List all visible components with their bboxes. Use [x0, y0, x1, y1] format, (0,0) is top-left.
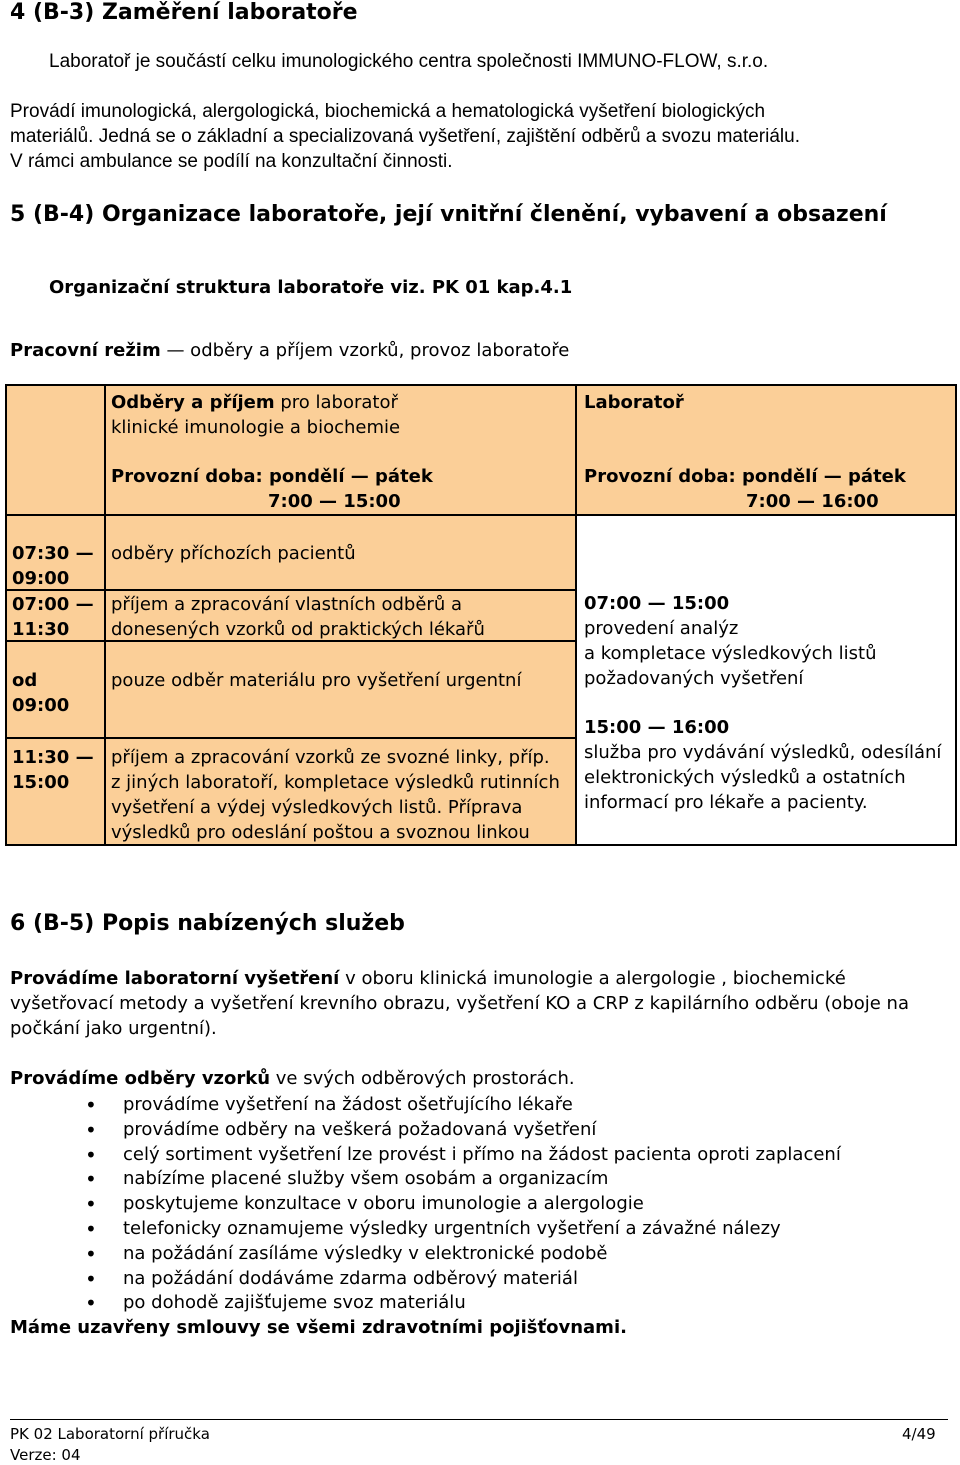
row-4-time-start: 11:30 —: [12, 747, 94, 768]
row-4-activity-line-2: z jiných laboratoří, kompletace výsledků rutinních: [111, 772, 560, 793]
lab-block-2-line-1: služba pro vydávání výsledků, odesílání: [584, 742, 942, 763]
sampling-hours-label: Provozní doba: pondělí — pátek: [111, 466, 433, 487]
services-para-line-2: vyšetřovací metody a vyšetření krevního obrazu, vyšetření KO a CRP z kapilárního odběru (oboje na: [10, 993, 909, 1014]
row-3-time-end: 09:00: [12, 695, 70, 716]
list-item: • telefonicky oznamujeme výsledky urgentních vyšetření a závažné nálezy: [80, 1217, 841, 1242]
lab-hours: 7:00 — 16:00: [746, 491, 879, 512]
section-4-intro: Laboratoř je součástí celku imunologického centra společnosti IMMUNO-FLOW, s.r.o.: [49, 51, 769, 72]
sampling-column-subtitle: klinické imunologie a biochemie: [111, 417, 401, 438]
row-4-activity-line-3: vyšetření a výdej výsledkových listů. Příprava: [111, 797, 523, 818]
services-para-line-3: počkání jako urgentní).: [10, 1018, 217, 1039]
row-2-activity-line-1: příjem a zpracování vlastních odběrů a: [111, 594, 462, 615]
row-3-activity: pouze odběr materiálu pro vyšetření urgentní: [111, 670, 522, 691]
section-4-para-line-1: Provádí imunologická, alergologická, biochemická a hematologická vyšetření biologických: [10, 101, 766, 122]
row-1-activity: odběry příchozích pacientů: [111, 543, 356, 564]
list-item: • provádíme vyšetření na žádost ošetřujícího lékaře: [80, 1093, 841, 1118]
section-6-heading: 6 (B-5) Popis nabízených služeb: [10, 911, 405, 936]
lab-block-1-line-2: a kompletace výsledkových listů: [584, 643, 877, 664]
row-2-time-start: 07:00 —: [12, 594, 94, 615]
lab-column-title: Laboratoř: [584, 392, 684, 413]
row-4-time-end: 15:00: [12, 772, 70, 793]
list-item: • nabízíme placené služby všem osobám a organizacím: [80, 1167, 841, 1192]
lab-block-2-line-2: elektronických výsledků a ostatních: [584, 767, 906, 788]
services-para-line-1: Provádíme laboratorní vyšetření v oboru klinická imunologie a alergologie , biochemické: [10, 968, 846, 989]
list-item: • celý sortiment vyšetření lze provést i přímo na žádost pacienta oproti zaplacení: [80, 1143, 841, 1168]
insurance-contracts-note: Máme uzavřeny smlouvy se všemi zdravotními pojišťovnami.: [10, 1317, 627, 1338]
lab-hours-label: Provozní doba: pondělí — pátek: [584, 466, 906, 487]
services-bullet-list: [80, 1093, 841, 1316]
footer-divider: [10, 1419, 948, 1420]
section-4-para-line-3: V rámci ambulance se podílí na konzultační činnosti.: [10, 151, 453, 172]
lab-block-1-line-3: požadovaných vyšetření: [584, 668, 804, 689]
section-4-heading: 4 (B-3) Zaměření laboratoře: [10, 0, 358, 25]
sampling-para: Provádíme odběry vzorků ve svých odběrových prostorách.: [10, 1068, 575, 1089]
lab-block-1-time: 07:00 — 15:00: [584, 593, 730, 614]
row-1-time-start: 07:30 —: [12, 543, 94, 564]
sampling-hours: 7:00 — 15:00: [268, 491, 401, 512]
row-4-activity-line-4: výsledků pro odeslání poštou a svoznou linkou: [111, 822, 530, 843]
list-item: • poskytujeme konzultace v oboru imunologie a alergologie: [80, 1192, 841, 1217]
sampling-column-title: Odběry a příjem pro laboratoř: [111, 392, 398, 413]
row-2-time-end: 11:30: [12, 619, 70, 640]
row-4-activity-line-1: příjem a zpracování vzorků ze svozné linky, příp.: [111, 747, 550, 768]
lab-block-2-line-3: informací pro lékaře a pacienty.: [584, 792, 868, 813]
footer-version: Verze: 04: [10, 1446, 81, 1464]
list-item: • provádíme odběry na veškerá požadovaná vyšetření: [80, 1118, 841, 1143]
row-3-time-start: od: [12, 670, 38, 691]
row-2-activity-line-2: donesených vzorků od praktických lékařů: [111, 619, 485, 640]
work-mode-description: — odběry a příjem vzorků, provoz laboratoře: [160, 340, 570, 361]
work-mode-label: Pracovní režim: [10, 340, 161, 361]
section-4-para-line-2: materiálů. Jedná se o základní a specializovaná vyšetření, zajištění odběrů a svozu materiálu.: [10, 126, 800, 147]
footer-page-number: 4/49: [902, 1425, 936, 1443]
org-structure-reference: Organizační struktura laboratoře viz. PK 01 kap.4.1: [49, 277, 573, 298]
work-mode-line: [10, 340, 569, 361]
lab-block-2-time: 15:00 — 16:00: [584, 717, 730, 738]
section-5-heading: 5 (B-4) Organizace laboratoře, její vnitřní členění, vybavení a obsazení: [10, 202, 887, 227]
list-item: • na požádání dodáváme zdarma odběrový materiál: [80, 1267, 841, 1292]
list-item: • po dohodě zajišťujeme svoz materiálu: [80, 1291, 841, 1316]
list-item: • na požádání zasíláme výsledky v elektronické podobě: [80, 1242, 841, 1267]
footer-document-name: PK 02 Laboratorní příručka: [10, 1425, 210, 1443]
row-1-time-end: 09:00: [12, 568, 70, 589]
lab-block-1-line-1: provedení analýz: [584, 618, 739, 639]
